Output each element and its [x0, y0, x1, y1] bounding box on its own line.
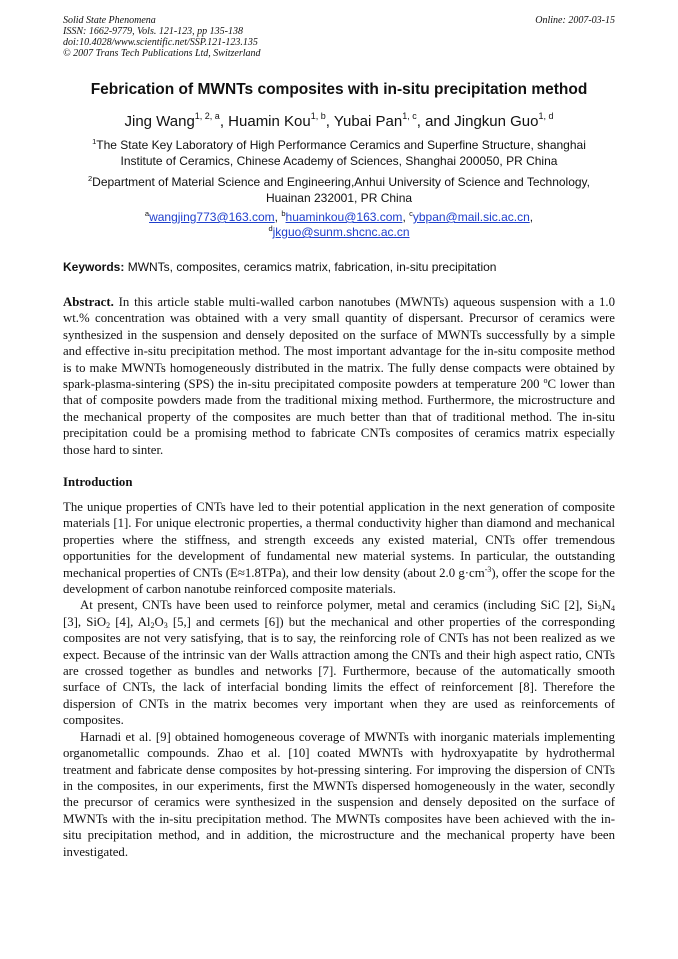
- email-separator: ,: [402, 210, 410, 224]
- affiliation-line: Department of Material Science and Engineering,Anhui University of Science and Technology,: [92, 175, 590, 189]
- paragraph-text: The unique properties of CNTs have led to their potential application in the next generation of composite materials [1]. For unique electronic properties, a thermal conductivity higher than diamond and mechanical properties where the stiffness, and strength exceeds any existed material, CNTs offer tremendous opportunities for the development of fundamental new material systems. In particular, the outstanding mechanical properties of CNTs (E≈1.8TPa), and their low density (about 2.0 g·cm: [63, 500, 615, 580]
- author-affiliation-mark: 1, c: [402, 111, 417, 121]
- affiliation-number: 2: [87, 174, 93, 183]
- email-separator: ,: [274, 210, 282, 224]
- abstract-label: Abstract.: [63, 295, 114, 309]
- abstract-text: C lower than that of composite powders made from the traditional mixing method. Furthermore, the microstructure and the mechanical property of the composites are much better than that of traditional method. The in-situ precipitation could be a promising method to fabricate CNTs composites of ceramics matrix especially those hard to sinter.: [63, 377, 615, 457]
- email-link[interactable]: jkguo@sunm.shcnc.ac.cn: [272, 225, 410, 239]
- email-list: [63, 210, 615, 240]
- email-mark: c: [409, 209, 413, 218]
- journal-name: Solid State Phenomena: [63, 15, 156, 26]
- abstract-text: In this article stable multi-walled carbon nanotubes (MWNTs) aqueous suspension with a 1.0 wt.% concentration was obtained with a very small quantity of dispersant. Precursor of ceramics were synthesized in the suspension and densely deposited on the surface of MWNTs successfully by a simple and effective in-situ precipitation method. The most important advantage for the in-situ composite method is to make MWNTs homogeneously distributed in the matrix. The fully dense compacts were obtained by spark-plasma-sintering (SPS) the in-situ precipitated composite powders at temperature 200: [63, 295, 615, 392]
- author-name: Jing Wang: [124, 113, 195, 130]
- paper-title: Febrication of MWNTs composites with in-situ precipitation method: [90, 81, 588, 98]
- keywords-text: MWNTs, composites, ceramics matrix, fabrication, in-situ precipitation: [124, 260, 497, 274]
- keywords-label: Keywords:: [63, 260, 125, 274]
- email-link[interactable]: huaminkou@163.com: [285, 210, 403, 224]
- affiliation-1: [63, 137, 615, 169]
- author-name: Huamin Kou: [228, 113, 311, 130]
- author-name: Yubai Pan: [333, 113, 403, 130]
- email-link[interactable]: ybpan@mail.sic.ac.cn: [412, 210, 530, 224]
- author-separator: ,: [219, 113, 229, 130]
- email-mark: a: [144, 209, 150, 218]
- keywords: [63, 260, 615, 274]
- journal-header: [63, 15, 615, 59]
- affiliation-line: The State Key Laboratory of High Performance Ceramics and Superfine Structure, shanghai: [96, 138, 586, 152]
- affiliation-number: 1: [92, 137, 97, 146]
- abstract: [63, 294, 615, 458]
- paragraph-text: At present, CNTs have been used to reinforce polymer, metal and ceramics (including SiC [2], Si: [80, 598, 598, 613]
- email-separator: ,: [529, 210, 534, 224]
- paragraph: [63, 499, 615, 597]
- paragraph-text: N: [601, 598, 611, 613]
- author-affiliation-mark: 1, d: [538, 111, 554, 121]
- online-date: Online: 2007-03-15: [535, 15, 615, 26]
- journal-issn: ISSN: 1662-9779, Vols. 121-123, pp 135-138: [63, 26, 243, 37]
- paragraph: [63, 597, 615, 728]
- subscript: 2: [106, 620, 111, 630]
- section-heading-introduction: Introduction: [63, 475, 133, 489]
- journal-copyright: © 2007 Trans Tech Publications Ltd, Switzerland: [63, 48, 261, 59]
- affiliation-2: [63, 174, 615, 206]
- subscript: 2: [150, 620, 155, 630]
- author-name: Jingkun Guo: [454, 113, 539, 130]
- paragraph-text: ), offer the scope for the development of carbon nanotube reinforced composite materials.: [63, 565, 615, 597]
- email-link[interactable]: wangjing773@163.com: [149, 210, 275, 224]
- degree-mark: o: [543, 376, 548, 386]
- subscript: 3: [163, 620, 168, 630]
- paragraph-text: [4], Al: [110, 614, 151, 629]
- email-mark: d: [268, 224, 273, 233]
- author-separator: ,: [325, 113, 334, 130]
- paragraph-text: [3], SiO: [63, 614, 107, 629]
- author-list: [63, 113, 615, 130]
- subscript: 3: [597, 604, 602, 614]
- paragraph: [63, 729, 615, 860]
- affiliation-line: Huainan 232001, PR China: [265, 191, 413, 205]
- author-affiliation-mark: 1, 2, a: [194, 111, 220, 121]
- author-affiliation-mark: 1, b: [310, 111, 326, 121]
- subscript: 4: [611, 604, 615, 614]
- introduction-body: [63, 499, 615, 860]
- superscript: -3: [484, 564, 492, 574]
- paragraph-text: O: [154, 614, 164, 629]
- author-separator: , and: [416, 113, 455, 130]
- paragraph-text: [5,] and cermets [6]) but the mechanical and other properties of the corresponding composites are not very satisfying, that is to say, the reinforcing role of CNTs has not been realized as we expect. Because of the intrinsic van der Walls attraction among the CNTs and their high aspect ratio, CNTs are crossed together as bundles and networks [7]. Furthermore, because of the automatically smooth surface of CNTs, the lack of interfacial bonding limits the effect of reinforcement [8]. Therefore the dispersion of CNTs in the matrix becomes very important when they are used as reinforcements of composites.: [63, 614, 615, 728]
- paragraph-text: Harnadi et al. [9] obtained homogeneous coverage of MWNTs with inorganic materials implementing organometallic compounds. Zhao et al. [10] coated MWNTs with hydroxyapatite by hydrothermal treatment and fabricate dense composites by hot-pressing sintering. For improving the dispersion of CNTs in the composites, in our experiments, first the MWNTs dispersed homogeneously in the water, secondly the precursor of ceramics were synthesized in the suspension and densely deposited on the surface of MWNTs with the in-situ precipitation method. The MWNTs composites have been achieved with the in-situ precipitation method, and in addition, the microstructure and the mechanical property have been investigated.: [63, 729, 615, 859]
- affiliation-line: Institute of Ceramics, Chinese Academy of Sciences, Shanghai 200050, PR China: [120, 154, 558, 168]
- journal-doi: doi:10.4028/www.scientific.net/SSP.121-123.135: [63, 37, 258, 48]
- email-mark: b: [281, 209, 286, 218]
